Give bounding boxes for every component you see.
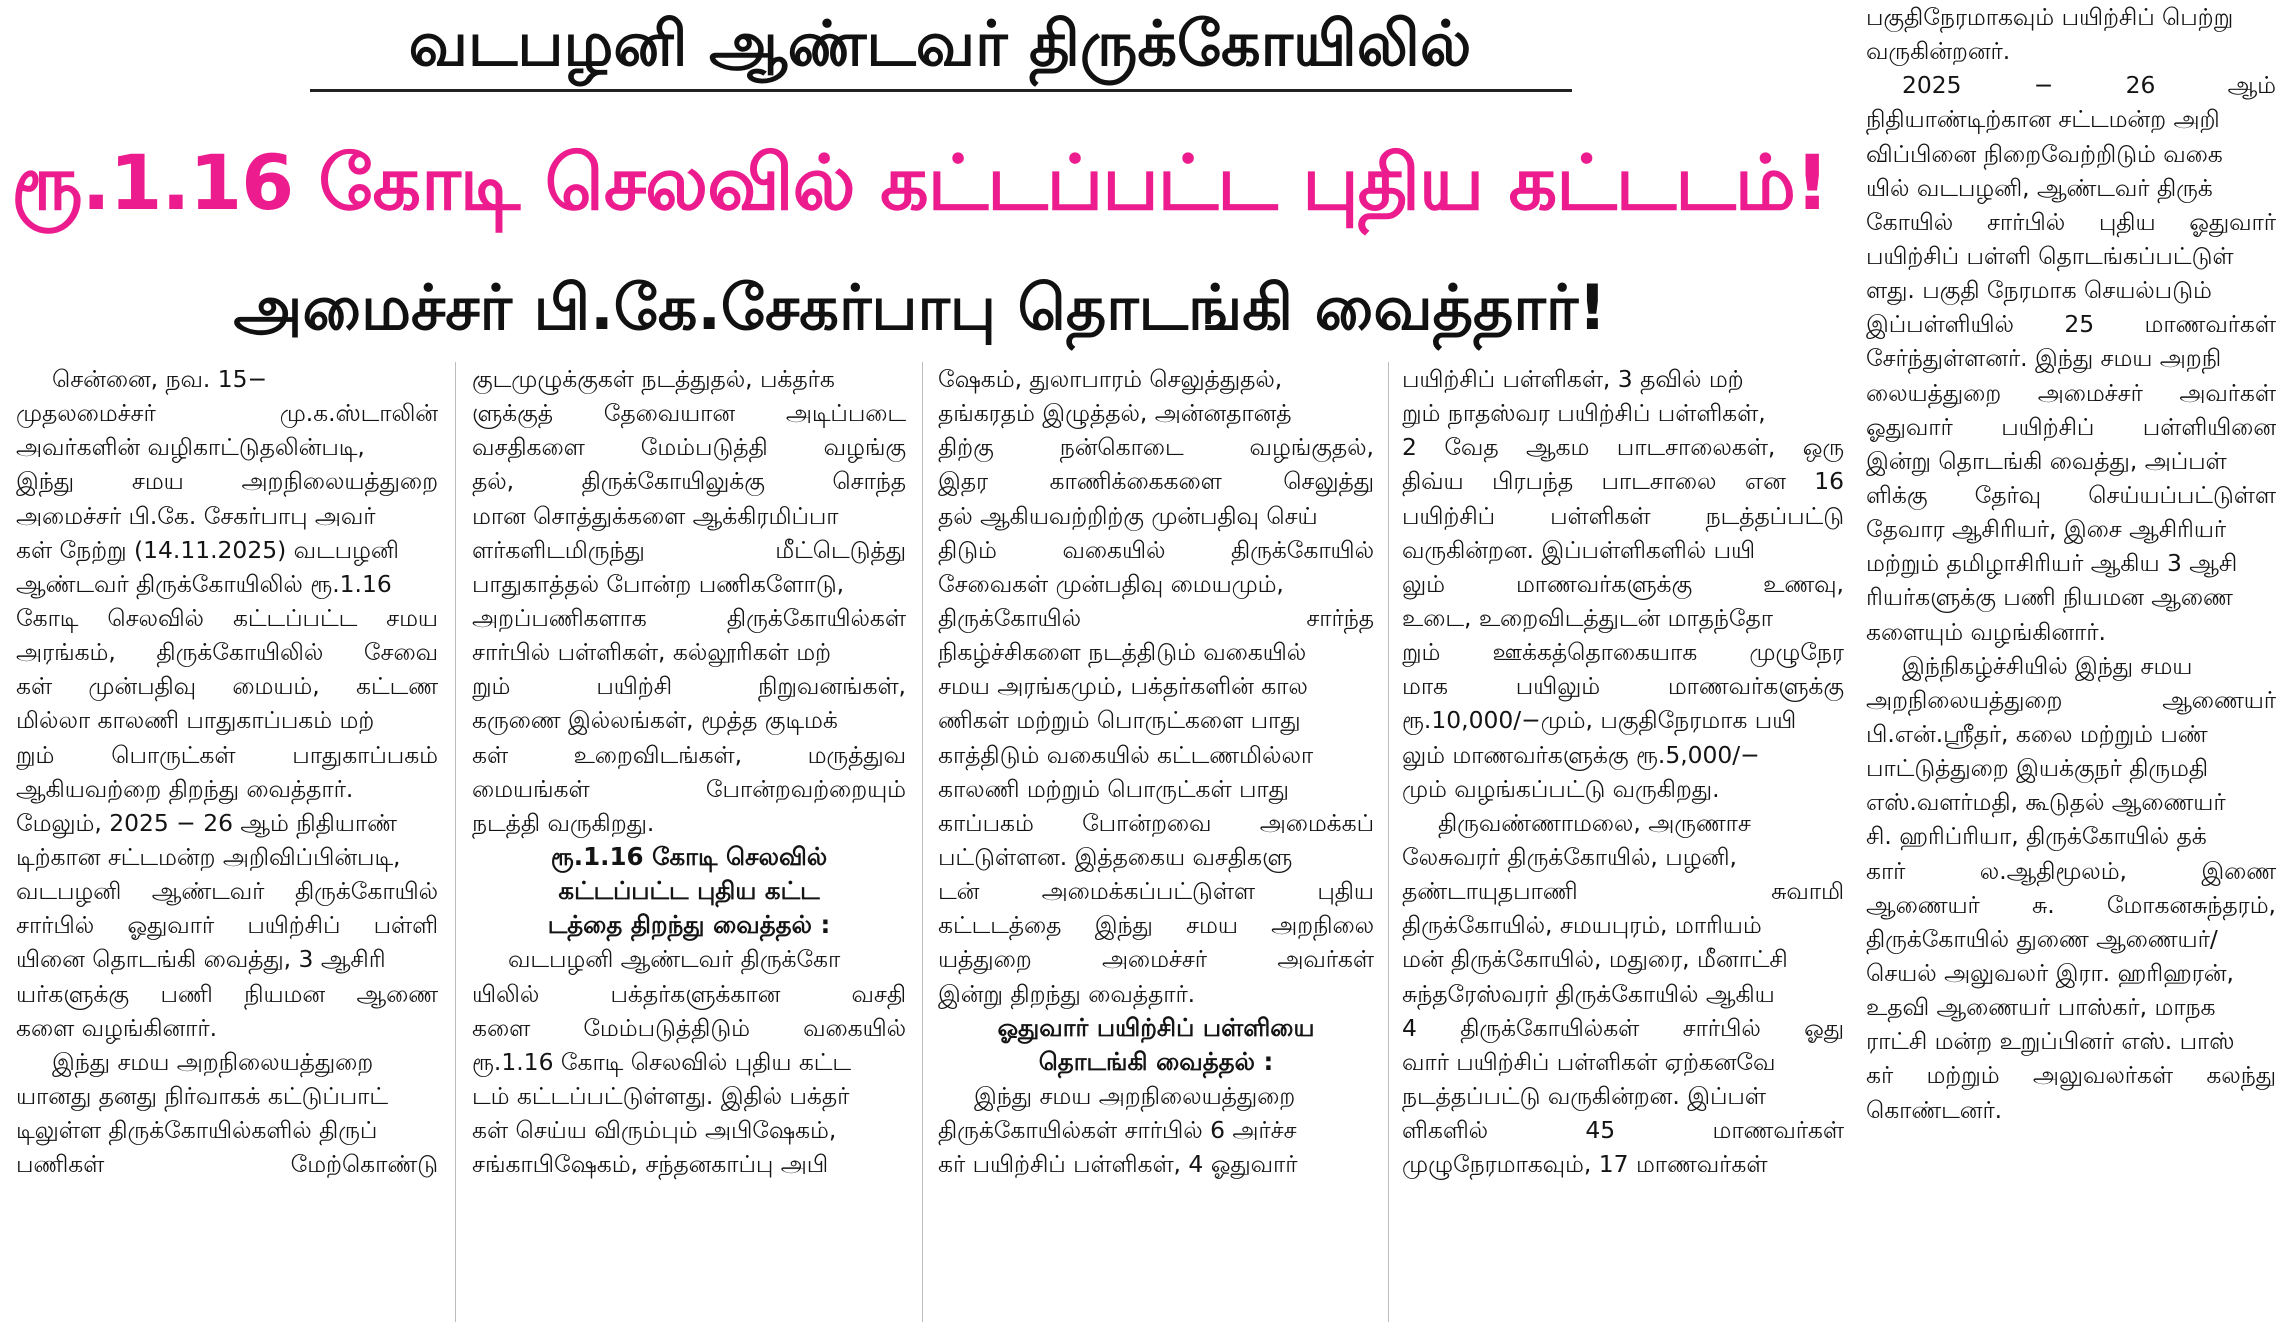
section-subheading-line: கட்டப்பட்ட புதிய கட்ட: [558, 876, 820, 906]
article-text-line: நிதியாண்டிற்கான சட்டமன்ற அறி: [1866, 105, 2220, 134]
article-text-line: வடபழனி ஆண்டவர் திருக்கோயில்: [16, 877, 438, 906]
article-text-line: மில்லா காலணி பாதுகாப்பகம் மற்: [16, 706, 375, 735]
article-text-line: சமய அரங்கமும், பக்தர்களின் கால: [938, 672, 1308, 701]
article-text-line: தல், திருக்கோயிலுக்கு சொந்த: [472, 467, 906, 496]
article-column-4: [1402, 362, 1844, 1322]
article-text-line: அவர்களின் வழிகாட்டுதலின்படி,: [16, 433, 365, 462]
section-subheading-line: டத்தை திறந்து வைத்தல் :: [547, 910, 831, 940]
article-text-line: லும் மாணவர்களுக்கு ரூ.5,000/−: [1402, 740, 1760, 769]
article-text-line: சார்பில் ஓதுவார் பயிற்சிப் பள்ளி: [16, 911, 438, 940]
article-text-line: டன் அமைக்கப்பட்டுள்ள புதிய: [938, 877, 1374, 906]
article-text-line: திவ்ய பிரபந்த பாடசாலை என 16: [1402, 467, 1844, 496]
article-text-line: சி. ஹரிப்ரியா, திருக்கோயில் தக்: [1866, 822, 2207, 851]
article-text-line: கள் நேற்று (14.11.2025) வடபழனி: [16, 535, 399, 564]
article-text-line: கோயில் சார்பில் புதிய ஓதுவார்: [1866, 207, 2276, 236]
article-text-line: காலணி மற்றும் பொருட்கள் பாது: [938, 774, 1289, 803]
article-text-line: உதவி ஆணையர் பாஸ்கர், மாநக: [1866, 993, 2216, 1022]
article-text-line: ளிகளில் 45 மாணவர்கள்: [1402, 1116, 1844, 1145]
article-text-line: இன்று திறந்து வைத்தார்.: [938, 979, 1196, 1008]
article-text-line: றும் ஊக்கத்தொகையாக முழுநேர: [1402, 638, 1844, 667]
article-text-line: டம் கட்டப்பட்டுள்ளது. இதில் பக்தர்: [472, 1081, 850, 1110]
article-text-line: டிலுள்ள திருக்கோயில்களில் திருப்: [16, 1116, 378, 1145]
column-divider: [1388, 362, 1389, 1322]
article-text-line: இப்பள்ளியில் 25 மாணவர்கள்: [1866, 310, 2276, 339]
article-text-line: வசதிகளை மேம்படுத்தி வழங்கு: [472, 433, 906, 462]
article-text-line: மன் திருக்கோயில், மதுரை, மீனாட்சி: [1402, 945, 1788, 974]
article-text-line: களையும் வழங்கினார்.: [1866, 617, 2106, 646]
article-text-line: கள் செய்ய விரும்பும் அபிஷேகம்,: [472, 1116, 837, 1145]
article-text-line: ஆண்டவர் திருக்கோயிலில் ரூ.1.16: [16, 569, 392, 598]
article-text-line: ரூ.1.16 கோடி செலவில் புதிய கட்ட: [472, 1047, 852, 1076]
article-text-line: றும் பயிற்சி நிறுவனங்கள்,: [472, 672, 906, 701]
article-text-line: ளது. பகுதி நேரமாக செயல்படும்: [1866, 276, 2212, 305]
article-text-line: பகுதிநேரமாகவும் பயிற்சிப் பெற்று: [1866, 3, 2234, 31]
section-subheading-line: ஓதுவார் பயிற்சிப் பள்ளியை: [997, 1012, 1315, 1042]
article-text-line: கர் பயிற்சிப் பள்ளிகள், 4 ஓதுவார்: [938, 1150, 1298, 1179]
article-text-line: ணிகள் மற்றும் பொருட்களை பாது: [938, 706, 1301, 735]
article-text-line: யத்துறை அமைச்சர் அவர்கள்: [938, 945, 1374, 974]
article-text-line: ரூ.10,000/−மும், பகுதிநேரமாக பயி: [1402, 706, 1797, 735]
article-text-line: பி.என்.ஸ்ரீதர், கலை மற்றும் பண்: [1866, 719, 2208, 748]
article-text-line: சேவைகள் முன்பதிவு மையமும்,: [938, 569, 1284, 598]
article-text-line: லும் மாணவர்களுக்கு உணவு,: [1402, 569, 1844, 598]
article-text-line: முழுநேரமாகவும், 17 மாணவர்கள்: [1402, 1150, 1768, 1179]
section-subheading-line: ரூ.1.16 கோடி செலவில்: [550, 841, 828, 871]
article-text-line: ளர்களிடமிருந்து மீட்டெடுத்து: [472, 535, 906, 564]
article-text-line: யானது தனது நிர்வாகக் கட்டுப்பாட்: [16, 1081, 388, 1110]
article-text-line: ளுக்குத் தேவையான அடிப்படை: [472, 399, 906, 428]
article-text-line: பாட்டுத்துறை இயக்குநர் திருமதி: [1866, 754, 2209, 783]
article-text-line: அமைச்சர் பி.கே. சேகர்பாபு அவர்: [16, 501, 376, 530]
article-text-line: கோடி செலவில் கட்டப்பட்ட சமய: [16, 603, 438, 632]
article-text-line: சுந்தரேஸ்வரர் திருக்கோயில் ஆகிய: [1402, 979, 1775, 1008]
article-text-line: சென்னை, நவ. 15−: [52, 365, 268, 393]
article-column-5: [1866, 0, 2276, 1328]
sub-headline: அமைச்சர் பி.கே.சேகர்பாபு தொடங்கி வைத்தார்!: [233, 271, 1607, 344]
article-text-line: ஷேகம், துலாபாரம் செலுத்துதல்,: [938, 365, 1283, 393]
kicker-headline: வடபழனி ஆண்டவர் திருக்கோயிலில்: [408, 7, 1472, 80]
article-text-line: இந்து சமய அறநிலையத்துறை: [16, 467, 438, 496]
article-column-2: [472, 362, 906, 1322]
article-text-line: சங்காபிஷேகம், சந்தனகாப்பு அபி: [472, 1150, 829, 1179]
article-text-line: இந்நிகழ்ச்சியில் இந்து சமய: [1902, 651, 2193, 680]
article-text-line: கள் உறைவிடங்கள், மருத்துவ: [472, 740, 906, 769]
article-text-line: சேர்ந்துள்ளனர். இந்து சமய அறநி: [1866, 344, 2222, 373]
article-text-line: அறநிலையத்துறை ஆணையர்: [1866, 685, 2276, 714]
article-text-line: கருணை இல்லங்கள், மூத்த குடிமக்: [472, 706, 838, 735]
section-subheading-line: தொடங்கி வைத்தல் :: [1038, 1046, 1274, 1076]
article-text-line: விப்பினை நிறைவேற்றிடும் வகை: [1866, 139, 2223, 168]
article-text-line: 2025 − 26 ஆம்: [1902, 71, 2276, 100]
article-text-line: மற்றும் தமிழாசிரியர் ஆகிய 3 ஆசி: [1866, 549, 2238, 578]
article-text-line: பட்டுள்ளன. இத்தகைய வசதிகளு: [938, 842, 1293, 871]
article-text-line: மும் வழங்கப்பட்டு வருகிறது.: [1402, 774, 1720, 803]
article-text-line: டிற்கான சட்டமன்ற அறிவிப்பின்படி,: [16, 842, 401, 871]
article-text-line: யில் வடபழனி, ஆண்டவர் திருக்: [1866, 173, 2213, 202]
article-text-line: யினை தொடங்கி வைத்து, 3 ஆசிரி: [16, 945, 386, 974]
article-text-line: கள் முன்பதிவு மையம், கட்டண: [16, 672, 438, 701]
article-text-line: ஆகியவற்றை திறந்து வைத்தார்.: [16, 774, 354, 803]
article-text-line: தேவார ஆசிரியர், இசை ஆசிரியர்: [1866, 515, 2227, 544]
main-headline: ரூ.1.16 கோடி செலவில் கட்டப்பட்ட புதிய கட்டடம்!: [11, 138, 1829, 227]
article-text-line: எஸ்.வளர்மதி, கூடுதல் ஆணையர்: [1866, 788, 2226, 817]
article-text-line: குடமுழுக்குகள் நடத்துதல், பக்தர்க: [472, 365, 835, 393]
article-text-line: திருவண்ணாமலை, அருணாச: [1438, 808, 1751, 837]
article-text-line: 4 திருக்கோயில்கள் சார்பில் ஓது: [1402, 1013, 1844, 1042]
article-text-line: ஆணையர் சு. மோகனசுந்தரம்,: [1866, 890, 2276, 919]
article-text-line: திருக்கோயில் துணை ஆணையர்/: [1866, 924, 2218, 953]
column-divider: [455, 362, 456, 1322]
article-text-line: களை வழங்கினார்.: [16, 1013, 218, 1042]
article-text-line: முதலமைச்சர் மு.க.ஸ்டாலின்: [16, 399, 438, 428]
article-text-line: பயிற்சிப் பள்ளி தொடங்கப்பட்டுள்: [1866, 241, 2234, 270]
article-text-line: ளிக்கு தேர்வு செய்யப்பட்டுள்ள: [1866, 480, 2276, 509]
article-text-line: அறப்பணிகளாக திருக்கோயில்கள்: [472, 603, 906, 632]
article-text-line: மான சொத்துக்களை ஆக்கிரமிப்பா: [472, 501, 839, 530]
article-text-line: தண்டாயுதபாணி சுவாமி: [1402, 877, 1844, 906]
article-column-3: [938, 362, 1374, 1322]
article-text-line: இன்று தொடங்கி வைத்து, அப்பள்: [1866, 446, 2227, 475]
article-text-line: மையங்கள் போன்றவற்றையும்: [472, 774, 906, 803]
article-text-line: தங்கரதம் இழுத்தல், அன்னதானத்: [938, 399, 1292, 428]
article-text-line: வருகின்றன. இப்பள்ளிகளில் பயி: [1402, 535, 1755, 564]
article-text-line: யிலில் பக்தர்களுக்கான வசதி: [472, 979, 906, 1008]
article-text-line: கட்டடத்தை இந்து சமய அறநிலை: [938, 911, 1374, 940]
article-text-line: பயிற்சிப் பள்ளிகள் நடத்தப்பட்டு: [1402, 501, 1844, 530]
article-text-line: இந்து சமய அறநிலையத்துறை: [52, 1047, 374, 1076]
article-text-line: ஓதுவார் பயிற்சிப் பள்ளியினை: [1866, 412, 2276, 441]
article-text-line: கொண்டனர்.: [1866, 1095, 2003, 1124]
article-text-line: திருக்கோயில் சார்ந்த: [938, 603, 1374, 632]
article-text-line: காப்பகம் போன்றவை அமைக்கப்: [938, 808, 1374, 837]
article-text-line: பயிற்சிப் பள்ளிகள், 3 தவில் மற்: [1402, 365, 1744, 393]
article-text-line: இதர காணிக்கைகளை செலுத்து: [938, 467, 1374, 496]
article-text-line: மேலும், 2025 − 26 ஆம் நிதியாண்: [16, 808, 397, 837]
article-text-line: திற்கு நன்கொடை வழங்குதல்,: [938, 433, 1374, 462]
article-text-line: வார் பயிற்சிப் பள்ளிகள் ஏற்கனவே: [1402, 1047, 1776, 1076]
article-text-line: திடும் வகையில் திருக்கோயில்: [938, 535, 1374, 564]
article-text-line: பாதுகாத்தல் போன்ற பணிகளோடு,: [472, 569, 845, 598]
article-text-line: மாக பயிலும் மாணவர்களுக்கு: [1402, 672, 1844, 701]
article-text-line: களை மேம்படுத்திடும் வகையில்: [472, 1013, 906, 1042]
article-text-line: கர் மற்றும் அலுவலர்கள் கலந்து: [1866, 1061, 2276, 1090]
article-text-line: செயல் அலுவலர் இரா. ஹரிஹரன்,: [1866, 958, 2234, 987]
article-text-line: நடத்தப்பட்டு வருகின்றன. இப்பள்: [1402, 1081, 1766, 1110]
article-text-line: உடை, உறைவிடத்துடன் மாதந்தோ: [1402, 603, 1773, 632]
article-text-line: றும் நாதஸ்வர பயிற்சிப் பள்ளிகள்,: [1402, 399, 1766, 428]
article-text-line: வடபழனி ஆண்டவர் திருக்கோ: [508, 945, 841, 974]
article-text-line: நடத்தி வருகிறது.: [472, 808, 655, 837]
article-text-line: தல் ஆகியவற்றிற்கு முன்பதிவு செய்: [938, 501, 1318, 530]
article-text-line: இந்து சமய அறநிலையத்துறை: [974, 1081, 1296, 1110]
article-text-line: திருக்கோயில், சமயபுரம், மாரியம்: [1402, 911, 1762, 940]
article-text-line: கார் ல.ஆதிமூலம், இணை: [1866, 856, 2276, 885]
article-text-line: திருக்கோயில்கள் சார்பில் 6 அர்ச்ச: [938, 1116, 1297, 1145]
article-text-line: றும் பொருட்கள் பாதுகாப்பகம்: [16, 740, 438, 769]
article-text-line: நிகழ்ச்சிகளை நடத்திடும் வகையில்: [938, 638, 1307, 667]
article-text-line: ராட்சி மன்ற உறுப்பினர் எஸ். பாஸ்: [1866, 1027, 2235, 1056]
article-text-line: காத்திடும் வகையில் கட்டணமில்லா: [938, 740, 1314, 769]
article-text-line: ரியர்களுக்கு பணி நியமன ஆணை: [1866, 583, 2233, 612]
article-text-line: யர்களுக்கு பணி நியமன ஆணை: [16, 979, 438, 1008]
column-divider: [922, 362, 923, 1322]
kicker-underline: [310, 89, 1572, 92]
article-column-1: [16, 362, 438, 1322]
article-text-line: சார்பில் பள்ளிகள், கல்லூரிகள் மற்: [472, 638, 831, 667]
article-text-line: பணிகள் மேற்கொண்டு: [16, 1150, 438, 1179]
article-text-line: 2 வேத ஆகம பாடசாலைகள், ஒரு: [1402, 433, 1844, 462]
article-text-line: வருகின்றனர்.: [1866, 37, 2011, 66]
article-text-line: லேசுவரர் திருக்கோயில், பழனி,: [1402, 842, 1737, 871]
article-text-line: அரங்கம், திருக்கோயிலில் சேவை: [16, 638, 438, 667]
article-text-line: லையத்துறை அமைச்சர் அவர்கள்: [1866, 378, 2276, 407]
